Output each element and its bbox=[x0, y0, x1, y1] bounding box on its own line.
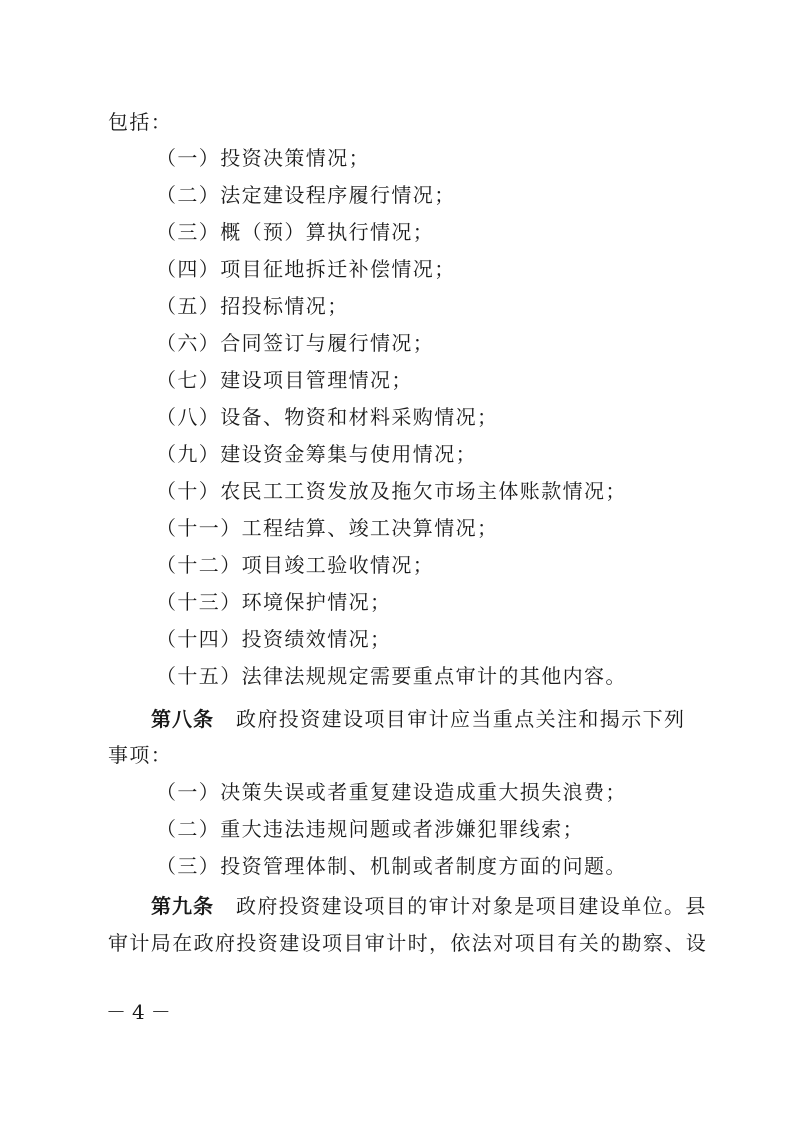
list-item: （五）招投标情况； bbox=[156, 294, 349, 318]
list-item: （十五）法律法规规定需要重点审计的其他内容。 bbox=[156, 664, 627, 688]
article-9-continuation: 审计局在政府投资建设项目审计时，依法对项目有关的勘察、设 bbox=[108, 931, 708, 955]
list-item: （七）建设项目管理情况； bbox=[156, 368, 413, 392]
article-8-first-line bbox=[151, 701, 685, 737]
list-item: （十二）项目竣工验收情况； bbox=[156, 553, 435, 577]
list-item: （十）农民工工资发放及拖欠市场主体账款情况； bbox=[156, 479, 627, 503]
list-item: （一）决策失误或者重复建设造成重大损失浪费； bbox=[156, 780, 627, 804]
list-item: （三）投资管理体制、机制或者制度方面的问题。 bbox=[156, 854, 627, 878]
list-item: （六）合同签订与履行情况； bbox=[156, 331, 435, 355]
list-item: （十三）环境保护情况； bbox=[156, 590, 392, 614]
list-item: （十四）投资绩效情况； bbox=[156, 627, 392, 651]
article-9-text: 政府投资建设项目的审计对象是项目建设单位。县 bbox=[236, 894, 707, 918]
article-8-continuation: 事项： bbox=[108, 743, 173, 767]
list-item: （四）项目征地拆迁补偿情况； bbox=[156, 257, 456, 281]
page-number: －4－ bbox=[106, 1000, 177, 1024]
list-item: （八）设备、物资和材料采购情况； bbox=[156, 405, 499, 429]
article-8-text: 政府投资建设项目审计应当重点关注和揭示下列 bbox=[236, 707, 686, 731]
list-item: （十一）工程结算、竣工决算情况； bbox=[156, 516, 499, 540]
list-item: （一）投资决策情况； bbox=[156, 146, 370, 170]
article-8-title: 第八条 bbox=[151, 707, 214, 731]
list-item: （九）建设资金筹集与使用情况； bbox=[156, 442, 477, 466]
paragraph-intro-tail: 包括： bbox=[108, 110, 173, 134]
list-item: （二）重大违法违规问题或者涉嫌犯罪线索； bbox=[156, 817, 584, 841]
list-item: （二）法定建设程序履行情况； bbox=[156, 183, 456, 207]
list-item: （三）概（预）算执行情况； bbox=[156, 220, 435, 244]
article-9-first-line bbox=[151, 888, 707, 924]
article-9-title: 第九条 bbox=[151, 894, 214, 918]
